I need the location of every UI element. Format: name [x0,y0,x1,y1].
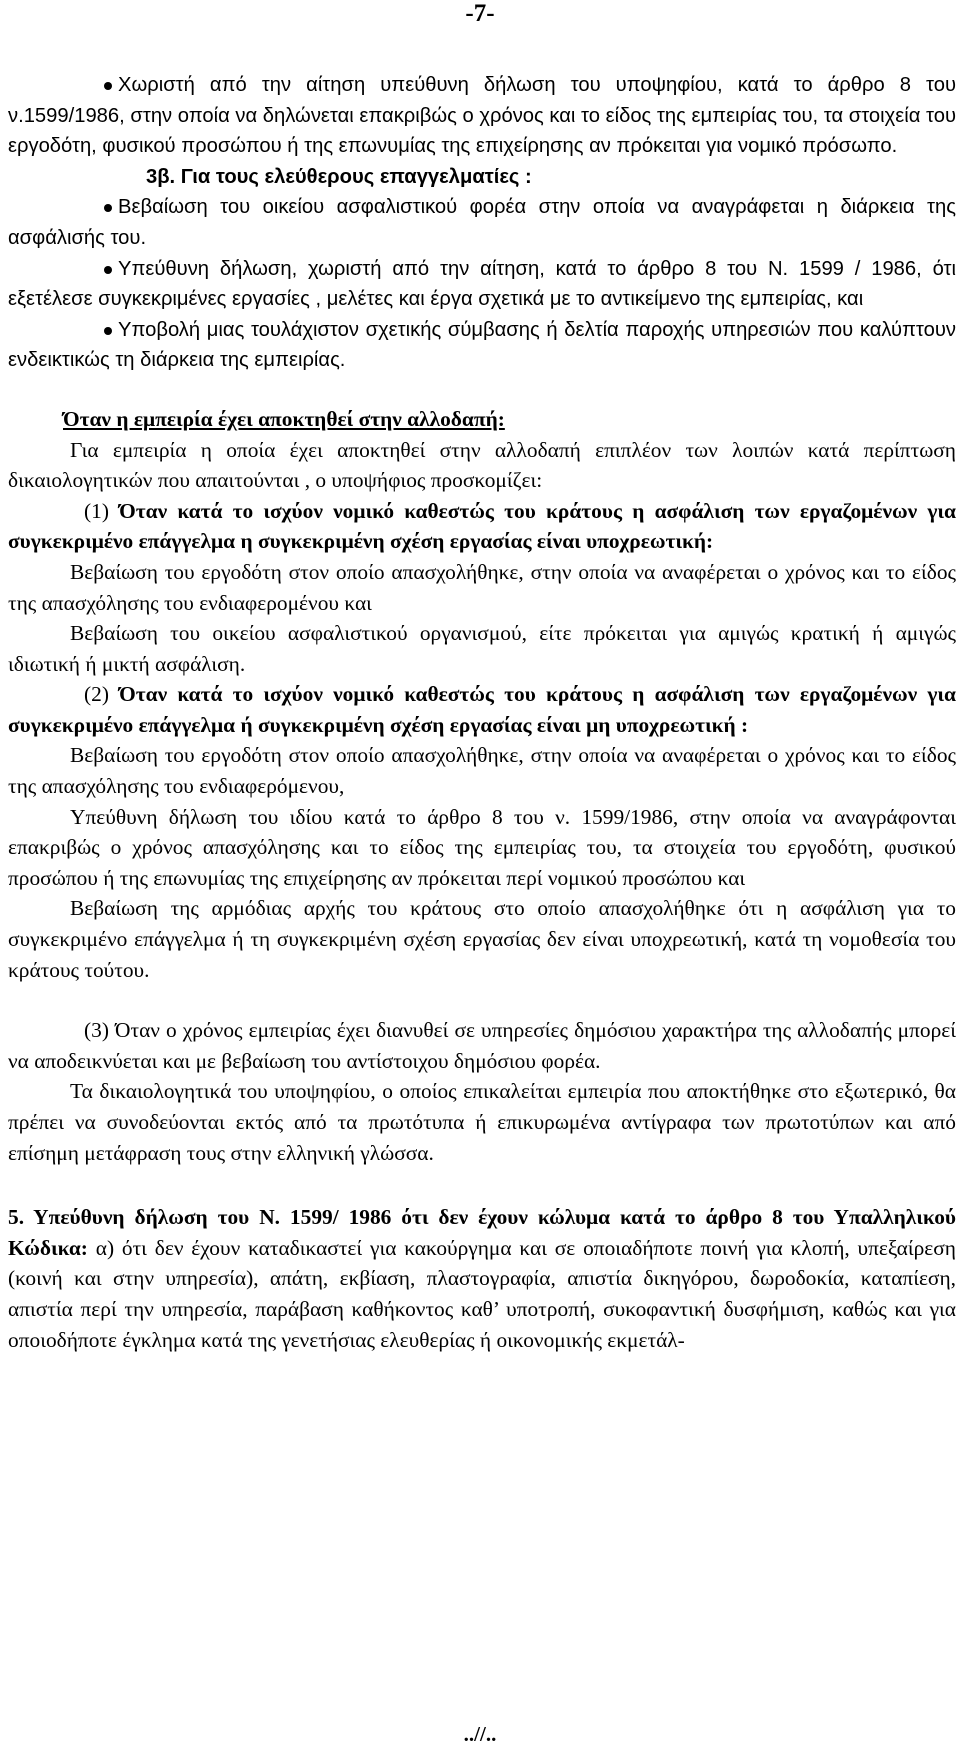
bullet-item [8,192,956,253]
abroad-heading: Όταν η εμπειρία έχει αποκτηθεί στην αλλοδαπή: [63,406,505,431]
continuation-mark: ..//.. [463,1722,497,1746]
section-3b-heading: 3β. Για τους ελεύθερους επαγγελματίες : [146,165,532,188]
case-2-title: Όταν κατά το ισχύον νομικό καθεστώς του κράτους η ασφάλιση των εργαζομένων για συγκεκριμένο επάγγελμα ή συγκεκριμένη σχέση εργασίας είναι μη υποχρεωτική : [8,682,956,737]
bullet-text: Χωριστή από την αίτηση υπεύθυνη δήλωση του υποψηφίου, κατά το άρθρο 8 του ν.1599/1986, στην οποία να δηλώνεται επακριβώς ο χρόνος και το είδος της εμπειρίας του, τα στοιχεία του εργοδότη, φυσικού προσώπου ή της επωνυμίας της επιχείρησης αν πρόκειται για νομικό πρόσωπο. [8,74,956,158]
section-5 [8,1202,956,1355]
document-body [8,70,956,1355]
case-2-paragraph: Βεβαίωση της αρμόδιας αρχής του κράτους στο οποίο απασχολήθηκε ότι η ασφάλιση για το συγκεκριμένο επάγγελμα ή τη συγκεκριμένη σχέση εργασίας δεν είναι υποχρεωτική, κατά τη νομοθεσία του κράτους τούτου. [8,896,956,982]
abroad-intro: Για εμπειρία η οποία έχει αποκτηθεί στην αλλοδαπή επιπλέον των λοιπών κατά περίπτωση δικαιολογητικών που απαιτούνται , ο υποψήφιος προσκομίζει: [8,437,956,493]
case-3: (3) Όταν ο χρόνος εμπειρίας έχει διανυθεί σε υπηρεσίες δημόσιου χαρακτήρα της αλλοδαπής μπορεί να αποδεικνύεται και με βεβαίωση του αντίστοιχου δημόσιου φορέα. [8,1018,956,1073]
case-2-paragraph: Υπεύθυνη δήλωση του ιδίου κατά το άρθρο 8 του ν. 1599/1986, στην οποία να αναγράφονται επακριβώς ο χρόνος απασχόλησης και το είδος της εμπειρίας του, τα στοιχεία του εργοδότη, φυσικού προσώπου ή της επωνυμίας της επιχείρησης αν πρόκειται περί νομικού προσώπου και [8,804,956,890]
bullet-item [8,315,956,376]
spacer [8,1168,956,1202]
spacer [8,985,956,1015]
case-1 [8,496,956,557]
case-1-paragraph: Βεβαίωση του εργοδότη στον οποίο απασχολήθηκε, στην οποία να αναφέρεται ο χρόνος και το είδος της απασχόλησης του ενδιαφερομένου και [8,559,956,615]
abroad-closing: Τα δικαιολογητικά του υποψηφίου, ο οποίος επικαλείται εμπειρία που αποκτήθηκε στο εξωτερικό, θα πρέπει να συνοδεύονται εκτός από τα πρωτότυπα ή επικυρωμένα αντίγραφα των πρωτοτύπων και από επίσημη μετάφραση τους στην ελληνική γλώσσα. [8,1079,956,1165]
bullet-item [8,70,956,162]
case-1-title: Όταν κατά το ισχύον νομικό καθεστώς του κράτους η ασφάλιση των εργαζομένων για συγκεκριμένο επάγγελμα η συγκεκριμένη σχέση εργασίας είναι υποχρεωτική: [8,498,956,554]
case-2 [8,679,956,740]
case-1-paragraph: Βεβαίωση του οικείου ασφαλιστικού οργανισμού, είτε πρόκειται για αμιγώς κρατική ή αμιγώς ιδιωτική ή μικτή ασφάλιση. [8,621,956,676]
case-2-number: (2) [84,682,120,707]
case-1-number: (1) [84,498,120,523]
section-5-text: α) ότι δεν έχουν καταδικαστεί για κακούργημα και σε οποιαδήποτε ποινή για κλοπή, υπεξαίρεση (κοινή και στην υπηρεσία), απάτη, εκβίαση, πλαστογραφία, απιστία δικηγόρου, δωροδοκία, καταπίεση, απιστία περί την υπηρεσία, παράβαση καθήκοντος καθ’ υποτροπή, συκοφαντική δυσφήμιση, καθώς και για οποιοδήποτε έγκλημα κατά της γενετήσιας ελευθερίας ή οικονομικής εκμετάλ- [8,1235,956,1352]
bullet-text: Υποβολή μιας τουλάχιστον σχετικής σύμβασης ή δελτία παροχής υπηρεσιών που καλύπτουν ενδεικτικώς τη διάρκεια της εμπειρίας. [8,318,956,372]
bullet-item [8,254,956,315]
page-number: -7- [465,0,495,27]
section-5-heading: 5. Υπεύθυνη δήλωση του Ν. 1599/ 1986 ότι δεν έχουν κώλυμα κατά το άρθρο 8 του Υπαλληλικού Κώδικα: [8,1205,956,1260]
bullet-text: Υπεύθυνη δήλωση, χωριστή από την αίτηση, κατά το άρθρο 8 του Ν. 1599 / 1986, ότι εξετέλεσε συγκεκριμένες εργασίες , μελέτες και έργα σχετικά με το αντικείμενο της εμπειρίας, και [8,257,956,311]
case-2-paragraph: Βεβαίωση του εργοδότη στον οποίο απασχολήθηκε, στην οποία να αναφέρεται ο χρόνος και το είδος της απασχόλησης του ενδιαφερόμενου, [8,743,956,799]
bullet-text: Βεβαίωση του οικείου ασφαλιστικού φορέα στην οποία να αναγράφεται η διάρκεια της ασφάλισής του. [8,196,956,249]
